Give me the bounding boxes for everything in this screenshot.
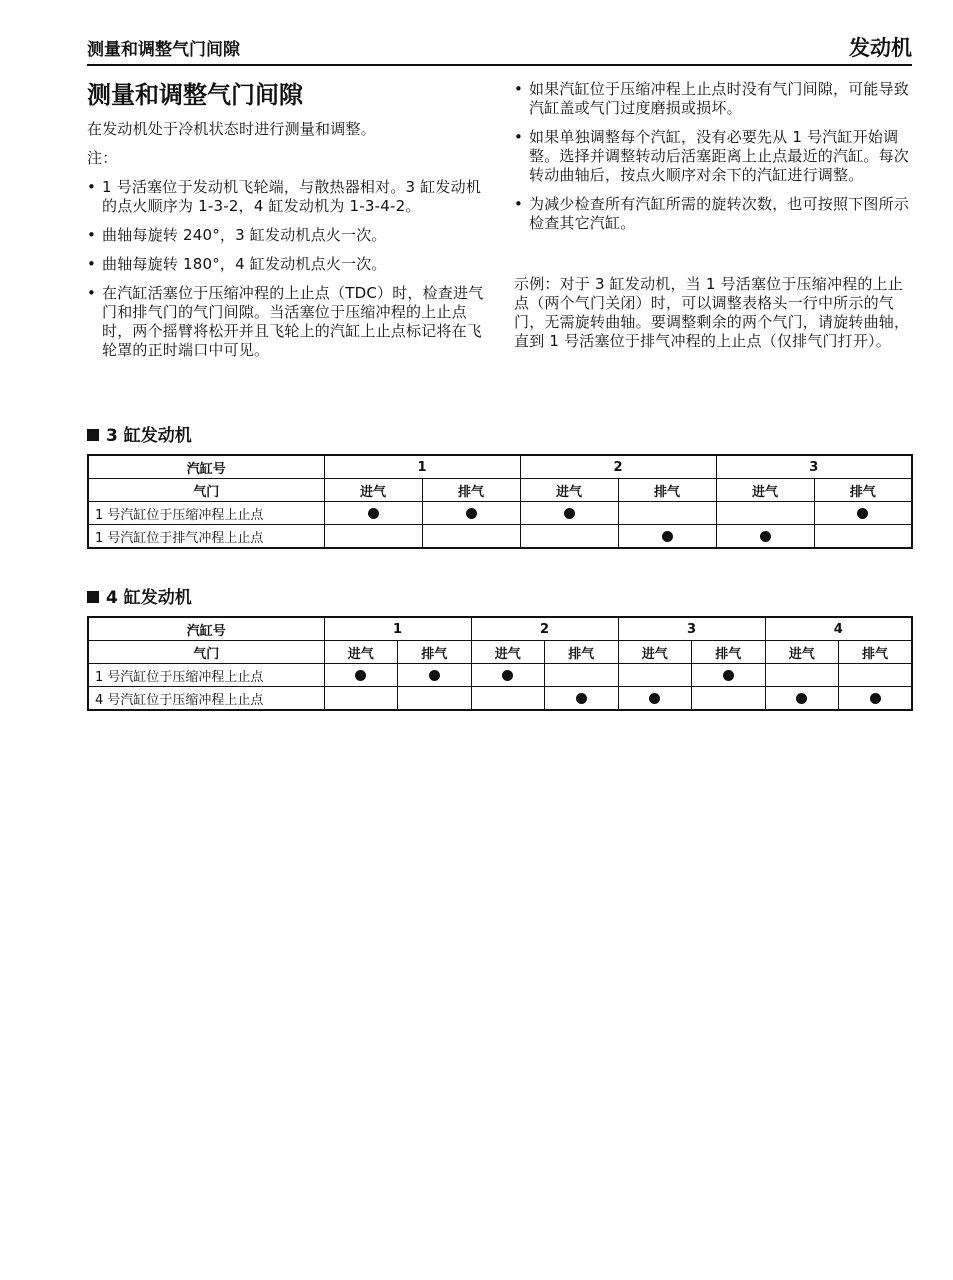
cylinder-label-cell: 汽缸号	[88, 617, 324, 641]
mark-cell	[692, 687, 766, 711]
check-dot-icon	[429, 670, 440, 681]
intake-header-cell: 进气	[471, 641, 545, 664]
mark-cell	[324, 525, 422, 549]
mark-cell	[618, 502, 716, 525]
valve-table-4cyl	[87, 616, 913, 711]
intake-header-cell: 进气	[765, 641, 839, 664]
mark-cell	[471, 664, 545, 687]
table-row	[88, 664, 912, 687]
header-chapter-title: 发动机	[849, 36, 912, 60]
check-dot-icon	[466, 508, 477, 519]
bullet-item: • 如果单独调整每个汽缸，没有必要先从 1 号汽缸开始调整。选择并调整转动后活塞距离上止点最近的汽缸。每次转动曲轴后，按点火顺序对余下的汽缸进行调整。	[514, 128, 914, 185]
check-dot-icon	[649, 693, 660, 704]
mark-cell	[839, 687, 913, 711]
mark-cell	[471, 687, 545, 711]
table-row	[88, 525, 912, 549]
bullet-item: • 曲轴每旋转 180°，4 缸发动机点火一次。	[87, 255, 487, 274]
table-row	[88, 687, 912, 711]
cylinder-number-cell: 1	[324, 617, 471, 641]
mark-cell	[814, 502, 912, 525]
row-label-cell: 1 号汽缸位于压缩冲程上止点	[88, 664, 324, 687]
mark-cell	[814, 525, 912, 549]
exhaust-header-cell: 排气	[692, 641, 766, 664]
exhaust-header-cell: 排气	[545, 641, 619, 664]
cylinder-number-cell: 2	[471, 617, 618, 641]
mark-cell	[618, 687, 692, 711]
mark-cell	[324, 502, 422, 525]
exhaust-header-cell: 排气	[422, 479, 520, 502]
exhaust-header-cell: 排气	[398, 641, 472, 664]
mark-cell	[692, 664, 766, 687]
mark-cell	[618, 525, 716, 549]
right-column	[514, 80, 914, 351]
check-dot-icon	[355, 670, 366, 681]
exhaust-header-cell: 排气	[839, 641, 913, 664]
row-label-cell: 1 号汽缸位于压缩冲程上止点	[88, 502, 324, 525]
exhaust-header-cell: 排气	[618, 479, 716, 502]
intake-header-cell: 进气	[618, 641, 692, 664]
section-heading-text: 3 缸发动机	[106, 426, 192, 446]
cylinder-label-cell: 汽缸号	[88, 455, 324, 479]
row-label-cell: 1 号汽缸位于排气冲程上止点	[88, 525, 324, 549]
check-dot-icon	[857, 508, 868, 519]
intro-text: 在发动机处于冷机状态时进行测量和调整。	[87, 120, 376, 138]
bullet-item: • 如果汽缸位于压缩冲程上止点时没有气门间隙，可能导致汽缸盖或气门过度磨损或损坏。	[514, 80, 914, 118]
section-heading-text: 4 缸发动机	[106, 588, 192, 608]
valve-table-3cyl	[87, 454, 913, 549]
check-dot-icon	[760, 531, 771, 542]
row-label-cell: 4 号汽缸位于压缩冲程上止点	[88, 687, 324, 711]
check-dot-icon	[564, 508, 575, 519]
mark-cell	[324, 687, 398, 711]
page-title: 测量和调整气门间隙	[87, 81, 303, 109]
mark-cell	[422, 525, 520, 549]
mark-cell	[324, 664, 398, 687]
intake-header-cell: 进气	[716, 479, 814, 502]
example-text: 示例：对于 3 缸发动机，当 1 号活塞位于压缩冲程的上止点（两个气门关闭）时，可以调整表格头一行中所示的气门，无需旋转曲轴。要调整剩余的两个气门，请旋转曲轴，直到 1 号活塞位于排气冲程的上止点（仅排气门打开）。	[514, 275, 910, 350]
left-bullet-list	[87, 178, 487, 360]
table-row	[88, 502, 912, 525]
mark-cell	[765, 664, 839, 687]
table-header-row	[88, 455, 912, 479]
intake-header-cell: 进气	[520, 479, 618, 502]
valve-label-cell: 气门	[88, 641, 324, 664]
mark-cell	[398, 687, 472, 711]
bullet-item: • 为减少检查所有汽缸所需的旋转次数，也可按照下图所示检查其它汽缸。	[514, 195, 914, 233]
intake-header-cell: 进气	[324, 479, 422, 502]
intake-header-cell: 进气	[324, 641, 398, 664]
check-dot-icon	[796, 693, 807, 704]
mark-cell	[520, 525, 618, 549]
mark-cell	[716, 525, 814, 549]
mark-cell	[618, 664, 692, 687]
cylinder-number-cell: 3	[618, 617, 765, 641]
bullet-item: • 曲轴每旋转 240°，3 缸发动机点火一次。	[87, 226, 487, 245]
bullet-item: • 在汽缸活塞位于压缩冲程的上止点（TDC）时，检查进气门和排气门的气门间隙。当活塞位于压缩冲程的上止点时，两个摇臂将松开并且飞轮上的汽缸上止点标记将在飞轮罩的正时端口中可见。	[87, 284, 487, 360]
check-dot-icon	[870, 693, 881, 704]
mark-cell	[545, 687, 619, 711]
mark-cell	[716, 502, 814, 525]
mark-cell	[422, 502, 520, 525]
cylinder-number-cell: 4	[765, 617, 912, 641]
table-header-row	[88, 641, 912, 664]
table-header-row	[88, 479, 912, 502]
square-bullet-icon	[87, 429, 99, 441]
section-heading-4cyl	[87, 583, 192, 608]
bullet-item: • 1 号活塞位于发动机飞轮端，与散热器相对。3 缸发动机的点火顺序为 1-3-2，4 缸发动机为 1-3-4-2。	[87, 178, 487, 216]
table-header-row	[88, 617, 912, 641]
check-dot-icon	[502, 670, 513, 681]
check-dot-icon	[368, 508, 379, 519]
cylinder-number-cell: 3	[716, 455, 912, 479]
header-section-title: 测量和调整气门间隙	[87, 40, 240, 60]
mark-cell	[398, 664, 472, 687]
check-dot-icon	[662, 531, 673, 542]
mark-cell	[765, 687, 839, 711]
cylinder-number-cell: 2	[520, 455, 716, 479]
valve-label-cell: 气门	[88, 479, 324, 502]
square-bullet-icon	[87, 591, 99, 603]
check-dot-icon	[576, 693, 587, 704]
mark-cell	[545, 664, 619, 687]
left-column	[87, 80, 487, 370]
page-header	[87, 34, 912, 66]
cylinder-number-cell: 1	[324, 455, 520, 479]
mark-cell	[520, 502, 618, 525]
exhaust-header-cell: 排气	[814, 479, 912, 502]
note-label: 注：	[87, 149, 118, 167]
mark-cell	[839, 664, 913, 687]
section-heading-3cyl	[87, 421, 192, 446]
check-dot-icon	[723, 670, 734, 681]
right-bullet-list	[514, 80, 914, 233]
